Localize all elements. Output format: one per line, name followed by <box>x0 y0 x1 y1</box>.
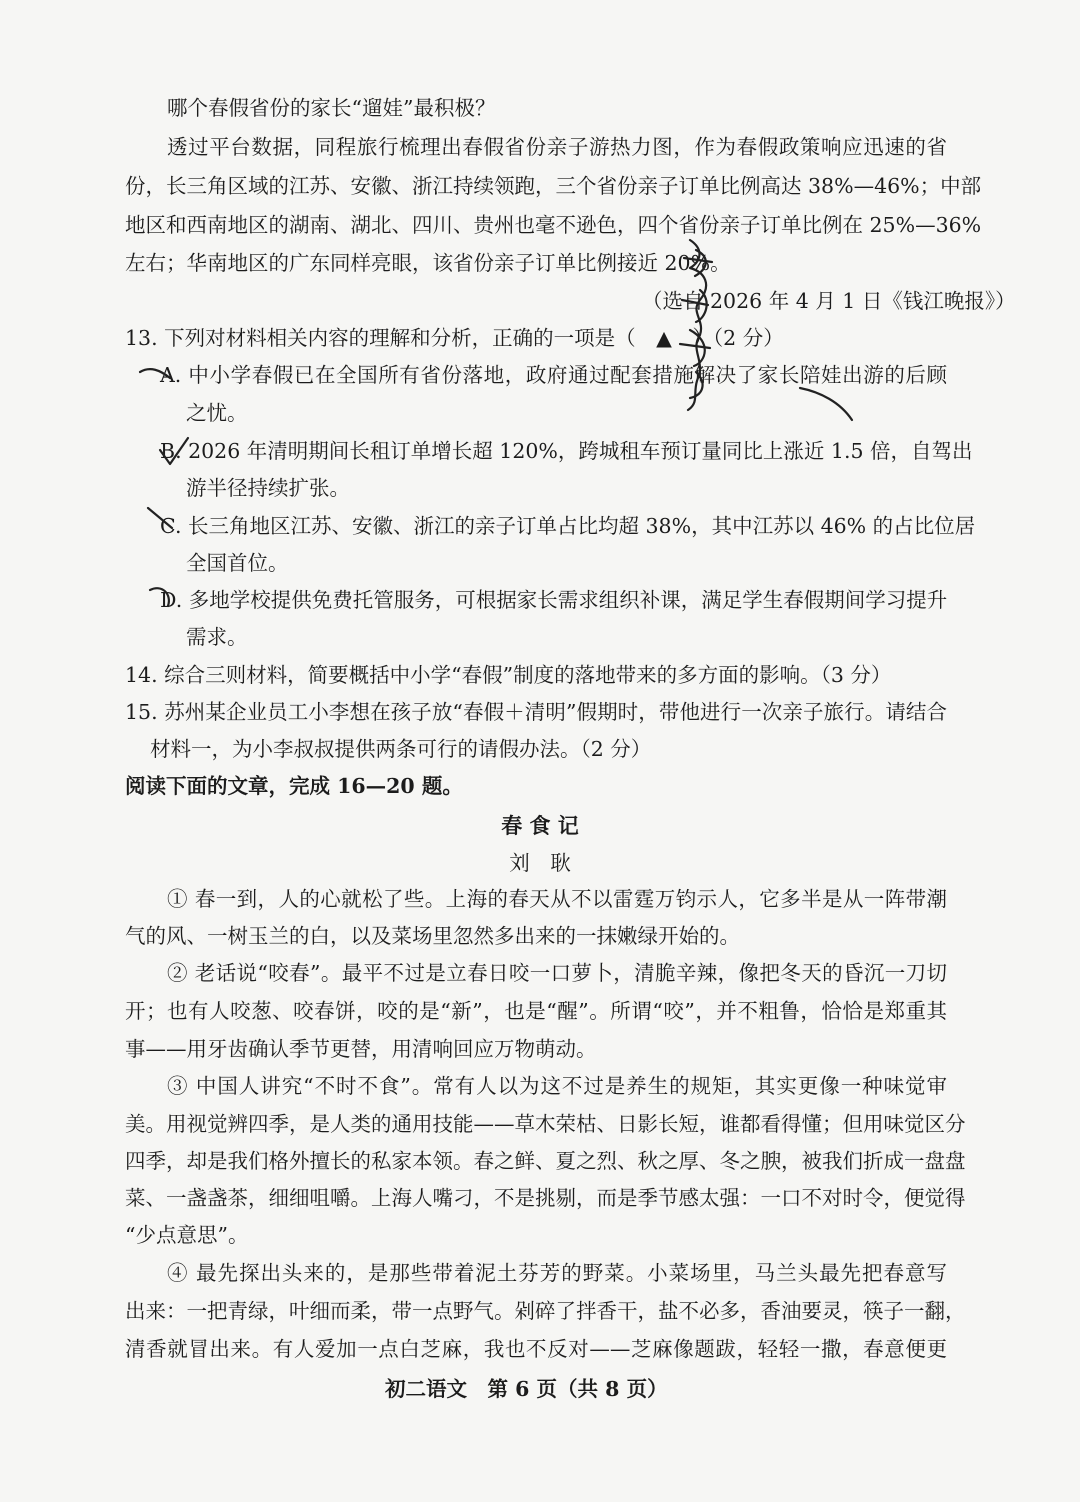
article-para-3: ③ 中国人讲究“不时不食”。常有人以为这不过是养生的规矩，其实更像一种味觉审 <box>167 1074 947 1098</box>
article-para-2: 开；也有人咬葱、咬春饼，咬的是“新”，也是“醒”。所谓“咬”，并不粗鲁，恰恰是郑重其 <box>125 999 947 1023</box>
article-para-3: 美。用视觉辨四季，是人类的通用技能——草木荣枯、日影长短，谁都看得懂；但用味觉区分 <box>125 1112 966 1136</box>
article-para-2: 事——用牙齿确认季节更替，用清响回应万物萌动。 <box>125 1037 597 1061</box>
intro-line: 左右；华南地区的广东同样亮眼，该省份亲子订单比例接近 20%。 <box>125 251 731 275</box>
source-citation: （选自 2026 年 4 月 1 日《钱江晚报》） <box>642 289 1016 313</box>
article-para-4: ④ 最先探出头来的，是那些带着泥土芬芳的野菜。小菜场里，马兰头最先把春意写 <box>167 1261 947 1285</box>
article-para-4: 出来：一把青绿，叶细而柔，带一点野气。剁碎了拌香干，盐不必多，香油要灵，筷子一翻， <box>125 1299 966 1323</box>
q13-option-b: B. 2026 年清明期间长租订单增长超 120%，跨城租车预订量同比上涨近 1.5 倍，自驾出 <box>160 439 973 463</box>
article-para-2: ② 老话说“咬春”。最平不过是立春日咬一口萝卜，清脆辛辣，像把冬天的昏沉一刀切 <box>167 961 947 985</box>
q15-stem-cont: 材料一，为小李叔叔提供两条可行的请假办法。（2 分） <box>150 737 652 761</box>
q13-option-c-cont: 全国首位。 <box>186 551 289 575</box>
q13-option-b-cont: 游半径持续扩张。 <box>186 476 350 500</box>
article-title: 春 食 记 <box>501 813 579 838</box>
intro-line: 地区和西南地区的湖南、湖北、四川、贵州也毫不逊色，四个省份亲子订单比例在 25%—36% <box>125 213 982 237</box>
article-para-3: “少点意思”。 <box>125 1223 249 1247</box>
q13-option-d: D. 多地学校提供免费托管服务，可根据家长需求组织补课，满足学生春假期间学习提升 <box>160 588 948 612</box>
q15-stem: 15. 苏州某企业员工小李想在孩子放“春假＋清明”假期时，带他进行一次亲子旅行。请结合 <box>125 700 947 724</box>
intro-line: 份，长三角区域的江苏、安徽、浙江持续领跑，三个省份亲子订单比例高达 38%—46%；中部 <box>125 174 982 198</box>
intro-heading: 哪个春假省份的家长“遛娃”最积极？ <box>167 96 496 120</box>
article-para-3: 四季，却是我们格外擅长的私家本领。春之鲜、夏之烈、秋之厚、冬之腴，被我们折成一盘盘 <box>125 1149 966 1173</box>
article-para-1: ① 春一到，人的心就松了些。上海的春天从不以雷霆万钧示人，它多半是从一阵带潮 <box>167 887 947 911</box>
article-para-4: 清香就冒出来。有人爱加一点白芝麻，我也不反对——芝麻像题跋，轻轻一撒，春意便更 <box>125 1337 947 1361</box>
q14-stem: 14. 综合三则材料，简要概括中小学“春假”制度的落地带来的多方面的影响。（3 分） <box>125 663 892 687</box>
article-para-1: 气的风、一树玉兰的白，以及菜场里忽然多出来的一抹嫩绿开始的。 <box>125 924 740 948</box>
q13-stem: 13. 下列对材料相关内容的理解和分析，正确的一项是（ ▲ ）（2 分） <box>125 326 784 350</box>
q13-option-c: C. 长三角地区江苏、安徽、浙江的亲子订单占比均超 38%，其中江苏以 46% 的占比位居 <box>160 514 976 538</box>
article-para-3: 菜、一盏盏茶，细细咀嚼。上海人嘴刁，不是挑剔，而是季节感太强：一口不对时令，便觉得 <box>125 1186 966 1210</box>
q13-option-d-cont: 需求。 <box>186 625 248 649</box>
q13-option-a-cont: 之忧。 <box>186 401 248 425</box>
q13-option-a: A. 中小学春假已在全国所有省份落地，政府通过配套措施解决了家长陪娃出游的后顾 <box>160 363 947 387</box>
intro-line: 透过平台数据，同程旅行梳理出春假省份亲子游热力图，作为春假政策响应迅速的省 <box>167 135 947 159</box>
cross-out-mark <box>800 388 852 420</box>
reading-instruction: 阅读下面的文章，完成 16—20 题。 <box>125 774 463 798</box>
page-footer: 初二语文 第 6 页（共 8 页） <box>385 1377 668 1401</box>
article-author: 刘 耿 <box>509 851 571 875</box>
